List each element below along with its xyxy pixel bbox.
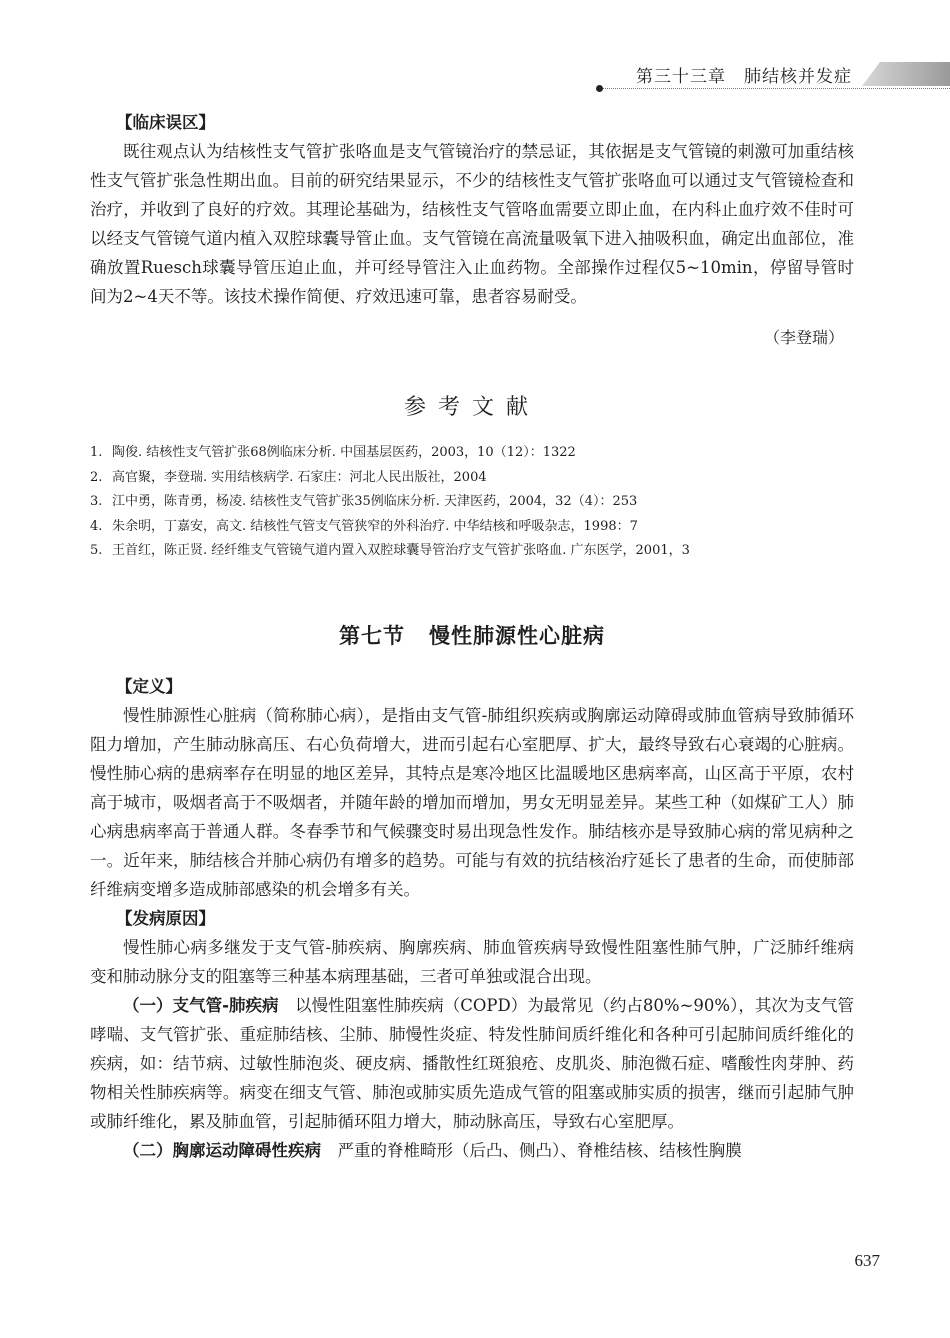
etiology-item-2-heading: （二）胸廓运动障碍性疾病	[123, 1140, 321, 1160]
reference-item: 2. 高官聚，李登瑞. 实用结核病学. 石家庄：河北人民出版社，2004	[90, 469, 487, 485]
reference-item: 4. 朱余明，丁嘉安，高文. 结核性气管支气管狭窄的外科治疗. 中华结核和呼吸杂志，1998：7	[90, 518, 638, 534]
etiology-item-1-text: 以慢性阻塞性肺疾病（COPD）为最常见（约占80%~90%），其次为支气管哮喘、支气管扩张、重症肺结核、尘肺、肺慢性炎症、特发性肺间质纤维化和各种可引起肺间质纤维化的疾病，如：结节病、过敏性肺泡炎、硬皮病、播散性红斑狼疮、皮肌炎、肺泡微石症、嗜酸性肉芽肿、药物相关性肺疾病等。病变在细支气管、肺泡或肺实质先造成气管的阻塞或肺实质的损害，继而引起肺气肿或肺纤维化，累及肺血管，引起肺循环阻力增大，肺动脉高压，导致右心室肥厚。	[90, 995, 855, 1131]
definition-label: 【定义】	[116, 676, 182, 696]
definition-paragraph: 慢性肺源性心脏病（简称肺心病），是指由支气管-肺组织疾病或胸廓运动障碍或肺血管病导致肺循环阻力增加，产生肺动脉高压、右心负荷增大，进而引起右心室肥厚、扩大，最终导致右心衰竭的心脏病。慢性肺心病的患病率存在明显的地区差异，其特点是寒冷地区比温暖地区患病率高，山区高于平原，农村高于城市，吸烟者高于不吸烟者，并随年龄的增加而增加，男女无明显差异。某些工种（如煤矿工人）肺心病患病率高于普通人群。冬春季节和气候骤变时易出现急性发作。肺结核亦是导致肺心病的常见病种之一。近年来，肺结核合并肺心病仍有增多的趋势。可能与有效的抗结核治疗延长了患者的生命，而使肺部纤维病变增多造成肺部感染的机会增多有关。	[90, 705, 854, 899]
header-dotted-rule	[602, 88, 950, 89]
page-header	[0, 0, 950, 100]
reference-item: 3. 江中勇，陈青勇，杨凌. 结核性支气管扩张35例临床分析. 天津医药，2004，32（4）：253	[90, 494, 638, 509]
section-number: 第七节	[339, 623, 405, 648]
reference-item: 1. 陶俊. 结核性支气管扩张68例临床分析. 中国基层医药，2003，10（12）：1322	[90, 445, 576, 460]
header-bullet-dot	[596, 85, 603, 92]
section-title-text: 慢性肺源性心脏病	[429, 623, 605, 648]
etiology-item-2	[90, 1136, 854, 1165]
clinical-misconception-paragraph: 既往观点认为结核性支气管扩张咯血是支气管镜治疗的禁忌证，其依据是支气管镜的刺激可加重结核性支气管扩张急性期出血。目前的研究结果显示，不少的结核性支气管扩张咯血可以通过支气管镜检查和治疗，并收到了良好的疗效。其理论基础为，结核性支气管咯血需要立即止血，在内科止血疗效不佳时可以经支气管镜气道内植入双腔球囊导管止血。支气管镜在高流量吸氧下进入抽吸积血，确定出血部位，准确放置Ruesch球囊导管压迫止血，并可经导管注入止血药物。全部操作过程仅5~10min，停留导管时间为2~4天不等。该技术操作简便、疗效迅速可靠，患者容易耐受。	[90, 142, 854, 306]
page-number: 637	[854, 1251, 880, 1270]
section-heading	[90, 620, 854, 650]
etiology-item-1	[90, 991, 854, 1136]
header-gray-band	[862, 62, 950, 86]
page-body	[90, 108, 854, 1165]
author-attribution: （李登瑞）	[763, 328, 844, 347]
references-title: 参考文献	[403, 395, 540, 420]
etiology-label: 【发病原因】	[116, 908, 215, 928]
etiology-intro-paragraph: 慢性肺心病多继发于支气管-肺疾病、胸廓疾病、肺血管疾病导致慢性阻塞性肺气肿，广泛肺纤维病变和肺动脉分支的阻塞等三种基本病理基础，三者可单独或混合出现。	[90, 937, 854, 986]
clinical-misconception-label: 【临床误区】	[116, 113, 215, 132]
etiology-item-2-text: 严重的脊椎畸形（后凸、侧凸）、脊椎结核、结核性胸膜	[337, 1140, 742, 1160]
reference-list	[90, 441, 854, 564]
reference-item: 5. 王首红，陈正贤. 经纤维支气管镜气道内置入双腔球囊导管治疗支气管扩张咯血. 广东医学，2001，3	[90, 543, 690, 558]
etiology-item-1-heading: （一）支气管-肺疾病	[123, 995, 279, 1015]
running-header: 第三十三章 肺结核并发症	[636, 67, 852, 87]
